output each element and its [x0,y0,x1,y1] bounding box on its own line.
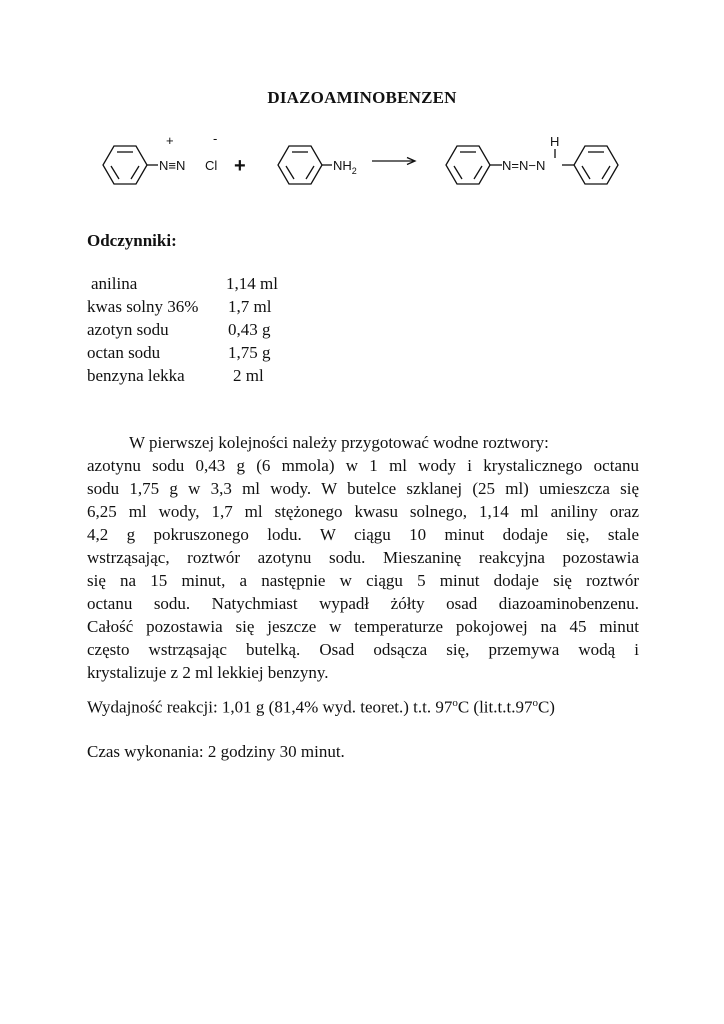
execution-time: Czas wykonania: 2 godziny 30 minut. [87,742,345,761]
reagent-amount: 0,43 g [228,320,271,339]
reagent-name: octan sodu [87,343,161,362]
procedure-line: 6,25 ml wody, 1,7 ml stężonego kwasu solnego, 1,14 ml aniliny oraz [87,502,639,521]
diazonium-group: N≡N [159,158,186,173]
procedure-line: sodu 1,75 g w 3,3 ml wody. W butelce szklanej (25 ml) umieszcza się [87,479,639,498]
reagent-name: anilina [91,274,138,293]
reagent-amount: 1,7 ml [228,297,272,316]
reagents-heading: Odczynniki: [87,231,177,250]
product-azo-group: N=N−N [502,158,546,173]
minus-charge: - [213,131,218,146]
procedure-line: 4,2 g pokruszonego lodu. W ciągu 10 minut dodaje się, stale [87,525,639,544]
procedure-line: się na 15 minut, a następnie w ciągu 5 minut dodaje się roztwór [87,571,639,590]
procedure-line: wstrząsając, roztwór azotynu sodu. Mieszaninę reakcyjna pozostawia [87,548,639,567]
reaction-scheme [80,128,640,194]
chloride-label: Cl [205,158,218,173]
procedure-line: krystalizuje z 2 ml lekkiej benzyny. [87,663,329,682]
plus-charge: + [166,133,174,148]
procedure-line: azotynu sodu 0,43 g (6 mmola) w 1 ml wody i krystalicznego octanu [87,456,639,475]
procedure-line: octanu sodu. Natychmiast wypadł żółty osad diazoaminobenzenu. [87,594,639,613]
document-title: DIAZOAMINOBENZEN [267,88,457,107]
reagent-name: azotyn sodu [87,320,169,339]
procedure-line: często wstrząsając butelką. Osad odsącza się, przemywa wodą i [87,640,639,659]
yield-line: Wydajność reakcji: 1,01 g (81,4% wyd. teoret.) t.t. 97$^o$C (lit.t.t.97$^o$C) [87,697,555,717]
reagent-amount: 1,14 ml [226,274,278,293]
reaction-scheme-drawing [80,128,640,194]
amine-label: $NH_2$ [333,158,357,176]
procedure-line: Całość pozostawia się jeszcze w temperaturze pokojowej na 45 minut [87,617,639,636]
reagent-amount: 2 ml [233,366,264,385]
reagent-amount: 1,75 g [228,343,271,362]
plus-sign: + [234,155,246,177]
product-h-label: H [550,134,560,149]
reagent-name: benzyna lekka [87,366,185,385]
procedure-paragraph [87,431,639,684]
procedure-line: W pierwszej kolejności należy przygotować wodne roztwory: [129,433,549,452]
reagent-name: kwas solny 36% [87,297,199,316]
